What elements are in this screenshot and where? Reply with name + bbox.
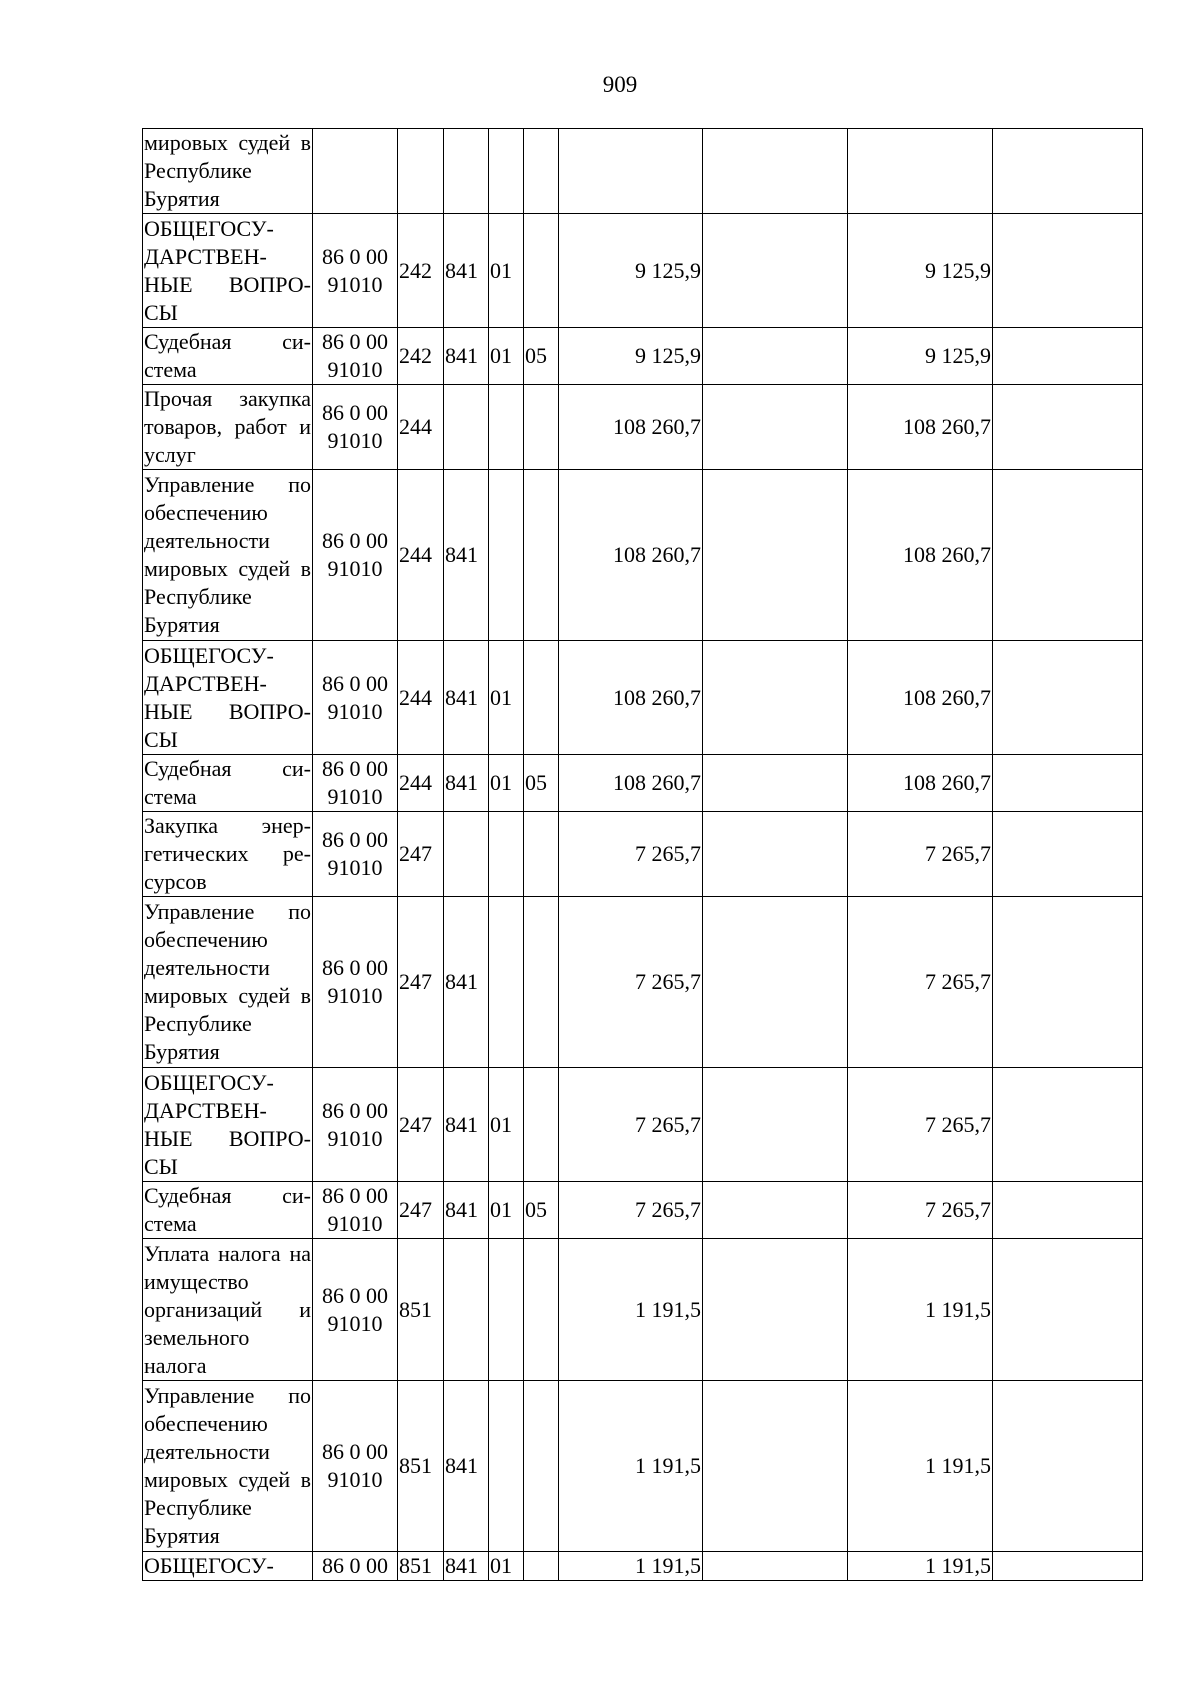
section-code-cell: 01 <box>489 755 524 812</box>
total-amount-cell: 108 260,7 <box>848 470 993 641</box>
additional-amount-cell <box>703 897 848 1068</box>
expense-type-code-cell: 247 <box>398 812 444 897</box>
administrator-code-cell: 841 <box>444 470 489 641</box>
expense-type-code-cell: 244 <box>398 641 444 755</box>
administrator-code-cell <box>444 1239 489 1381</box>
row-name-cell: Уплата налога на имущество организаций и земельного налога <box>143 1239 313 1381</box>
row-name-cell: Судебная си-стема <box>143 328 313 385</box>
target-article-code-cell: 86 0 00 91010 <box>313 214 398 328</box>
expense-type-code-cell: 244 <box>398 470 444 641</box>
additional-amount-cell <box>703 470 848 641</box>
total-amount-cell: 108 260,7 <box>848 641 993 755</box>
administrator-code-cell <box>444 385 489 470</box>
section-code-cell <box>489 385 524 470</box>
table-row <box>143 129 1143 214</box>
row-name-cell: Управление по обеспечению деятельности мировых судей в Республике Бурятия <box>143 897 313 1068</box>
administrator-code-cell: 841 <box>444 641 489 755</box>
row-name-cell: Судебная си-стема <box>143 755 313 812</box>
empty-cell <box>993 1381 1143 1552</box>
administrator-code-cell: 841 <box>444 755 489 812</box>
table-row <box>143 641 1143 755</box>
amount-cell: 108 260,7 <box>559 470 703 641</box>
row-name-cell: ОБЩЕГОСУ-ДАРСТВЕН-НЫЕ ВОПРО-СЫ <box>143 1068 313 1182</box>
subsection-code-cell <box>524 1068 559 1182</box>
subsection-code-cell <box>524 897 559 1068</box>
row-name-cell: Управление по обеспечению деятельности мировых судей в Республике Бурятия <box>143 1381 313 1552</box>
administrator-code-cell: 841 <box>444 1182 489 1239</box>
empty-cell <box>993 897 1143 1068</box>
target-article-code-cell: 86 0 00 91010 <box>313 328 398 385</box>
total-amount-cell: 1 191,5 <box>848 1552 993 1581</box>
table-row <box>143 214 1143 328</box>
empty-cell <box>993 129 1143 214</box>
expense-type-code-cell: 244 <box>398 385 444 470</box>
amount-cell: 108 260,7 <box>559 641 703 755</box>
administrator-code-cell <box>444 812 489 897</box>
expense-type-code-cell: 247 <box>398 897 444 1068</box>
additional-amount-cell <box>703 1182 848 1239</box>
administrator-code-cell: 841 <box>444 1068 489 1182</box>
additional-amount-cell <box>703 1381 848 1552</box>
amount-cell: 9 125,9 <box>559 328 703 385</box>
budget-table <box>142 128 1143 1581</box>
expense-type-code-cell: 851 <box>398 1239 444 1381</box>
administrator-code-cell: 841 <box>444 214 489 328</box>
subsection-code-cell <box>524 1381 559 1552</box>
expense-type-code-cell: 244 <box>398 755 444 812</box>
empty-cell <box>993 755 1143 812</box>
empty-cell <box>993 1068 1143 1182</box>
section-code-cell <box>489 470 524 641</box>
amount-cell <box>559 129 703 214</box>
expense-type-code-cell: 851 <box>398 1552 444 1581</box>
table-row <box>143 1381 1143 1552</box>
row-name-cell: Управление по обеспечению деятельности мировых судей в Республике Бурятия <box>143 470 313 641</box>
amount-cell: 7 265,7 <box>559 1068 703 1182</box>
section-code-cell <box>489 1381 524 1552</box>
total-amount-cell: 1 191,5 <box>848 1381 993 1552</box>
section-code-cell: 01 <box>489 214 524 328</box>
additional-amount-cell <box>703 1552 848 1581</box>
subsection-code-cell: 05 <box>524 328 559 385</box>
amount-cell: 7 265,7 <box>559 1182 703 1239</box>
subsection-code-cell: 05 <box>524 1182 559 1239</box>
empty-cell <box>993 214 1143 328</box>
table-row <box>143 1552 1143 1581</box>
row-name-cell: мировых судей в Республике Бурятия <box>143 129 313 214</box>
amount-cell: 9 125,9 <box>559 214 703 328</box>
empty-cell <box>993 328 1143 385</box>
total-amount-cell: 1 191,5 <box>848 1239 993 1381</box>
section-code-cell <box>489 129 524 214</box>
table-row <box>143 897 1143 1068</box>
additional-amount-cell <box>703 1239 848 1381</box>
expense-type-code-cell: 851 <box>398 1381 444 1552</box>
target-article-code-cell: 86 0 00 91010 <box>313 641 398 755</box>
section-code-cell <box>489 897 524 1068</box>
section-code-cell: 01 <box>489 1182 524 1239</box>
section-code-cell: 01 <box>489 1552 524 1581</box>
amount-cell: 1 191,5 <box>559 1552 703 1581</box>
subsection-code-cell <box>524 385 559 470</box>
expense-type-code-cell <box>398 129 444 214</box>
administrator-code-cell: 841 <box>444 328 489 385</box>
expense-type-code-cell: 247 <box>398 1068 444 1182</box>
target-article-code-cell: 86 0 00 91010 <box>313 897 398 1068</box>
target-article-code-cell: 86 0 00 91010 <box>313 1182 398 1239</box>
empty-cell <box>993 641 1143 755</box>
section-code-cell: 01 <box>489 641 524 755</box>
amount-cell: 1 191,5 <box>559 1381 703 1552</box>
total-amount-cell <box>848 129 993 214</box>
amount-cell: 7 265,7 <box>559 897 703 1068</box>
row-name-cell: ОБЩЕГОСУ-ДАРСТВЕН-НЫЕ ВОПРО-СЫ <box>143 641 313 755</box>
target-article-code-cell: 86 0 00 91010 <box>313 470 398 641</box>
subsection-code-cell <box>524 470 559 641</box>
additional-amount-cell <box>703 812 848 897</box>
section-code-cell <box>489 812 524 897</box>
additional-amount-cell <box>703 641 848 755</box>
administrator-code-cell: 841 <box>444 1552 489 1581</box>
target-article-code-cell: 86 0 00 91010 <box>313 1068 398 1182</box>
subsection-code-cell <box>524 1552 559 1581</box>
administrator-code-cell <box>444 129 489 214</box>
table-row <box>143 385 1143 470</box>
table-row <box>143 328 1143 385</box>
total-amount-cell: 108 260,7 <box>848 755 993 812</box>
section-code-cell <box>489 1239 524 1381</box>
empty-cell <box>993 470 1143 641</box>
row-name-cell: Закупка энер-гетических ре-сурсов <box>143 812 313 897</box>
additional-amount-cell <box>703 129 848 214</box>
total-amount-cell: 7 265,7 <box>848 1068 993 1182</box>
expense-type-code-cell: 247 <box>398 1182 444 1239</box>
total-amount-cell: 7 265,7 <box>848 897 993 1068</box>
target-article-code-cell: 86 0 00 91010 <box>313 755 398 812</box>
section-code-cell: 01 <box>489 328 524 385</box>
expense-type-code-cell: 242 <box>398 328 444 385</box>
target-article-code-cell: 86 0 00 <box>313 1552 398 1581</box>
total-amount-cell: 9 125,9 <box>848 214 993 328</box>
row-name-cell: Судебная си-стема <box>143 1182 313 1239</box>
subsection-code-cell <box>524 129 559 214</box>
total-amount-cell: 9 125,9 <box>848 328 993 385</box>
additional-amount-cell <box>703 385 848 470</box>
page-number: 909 <box>602 72 638 97</box>
table-row <box>143 470 1143 641</box>
row-name-cell: ОБЩЕГОСУ- <box>143 1552 313 1581</box>
total-amount-cell: 7 265,7 <box>848 1182 993 1239</box>
empty-cell <box>993 1552 1143 1581</box>
row-name-cell: Прочая закупка товаров, работ и услуг <box>143 385 313 470</box>
target-article-code-cell: 86 0 00 91010 <box>313 1381 398 1552</box>
subsection-code-cell <box>524 214 559 328</box>
empty-cell <box>993 385 1143 470</box>
additional-amount-cell <box>703 1068 848 1182</box>
row-name-cell: ОБЩЕГОСУ-ДАРСТВЕН-НЫЕ ВОПРО-СЫ <box>143 214 313 328</box>
subsection-code-cell <box>524 641 559 755</box>
table-row <box>143 1068 1143 1182</box>
subsection-code-cell <box>524 812 559 897</box>
table-row <box>143 1182 1143 1239</box>
target-article-code-cell: 86 0 00 91010 <box>313 812 398 897</box>
subsection-code-cell: 05 <box>524 755 559 812</box>
additional-amount-cell <box>703 214 848 328</box>
amount-cell: 108 260,7 <box>559 385 703 470</box>
target-article-code-cell: 86 0 00 91010 <box>313 1239 398 1381</box>
empty-cell <box>993 812 1143 897</box>
amount-cell: 7 265,7 <box>559 812 703 897</box>
target-article-code-cell <box>313 129 398 214</box>
table-row <box>143 812 1143 897</box>
subsection-code-cell <box>524 1239 559 1381</box>
table-row <box>143 1239 1143 1381</box>
administrator-code-cell: 841 <box>444 1381 489 1552</box>
additional-amount-cell <box>703 328 848 385</box>
section-code-cell: 01 <box>489 1068 524 1182</box>
target-article-code-cell: 86 0 00 91010 <box>313 385 398 470</box>
administrator-code-cell: 841 <box>444 897 489 1068</box>
total-amount-cell: 108 260,7 <box>848 385 993 470</box>
empty-cell <box>993 1182 1143 1239</box>
additional-amount-cell <box>703 755 848 812</box>
empty-cell <box>993 1239 1143 1381</box>
amount-cell: 1 191,5 <box>559 1239 703 1381</box>
total-amount-cell: 7 265,7 <box>848 812 993 897</box>
amount-cell: 108 260,7 <box>559 755 703 812</box>
table-row <box>143 755 1143 812</box>
expense-type-code-cell: 242 <box>398 214 444 328</box>
